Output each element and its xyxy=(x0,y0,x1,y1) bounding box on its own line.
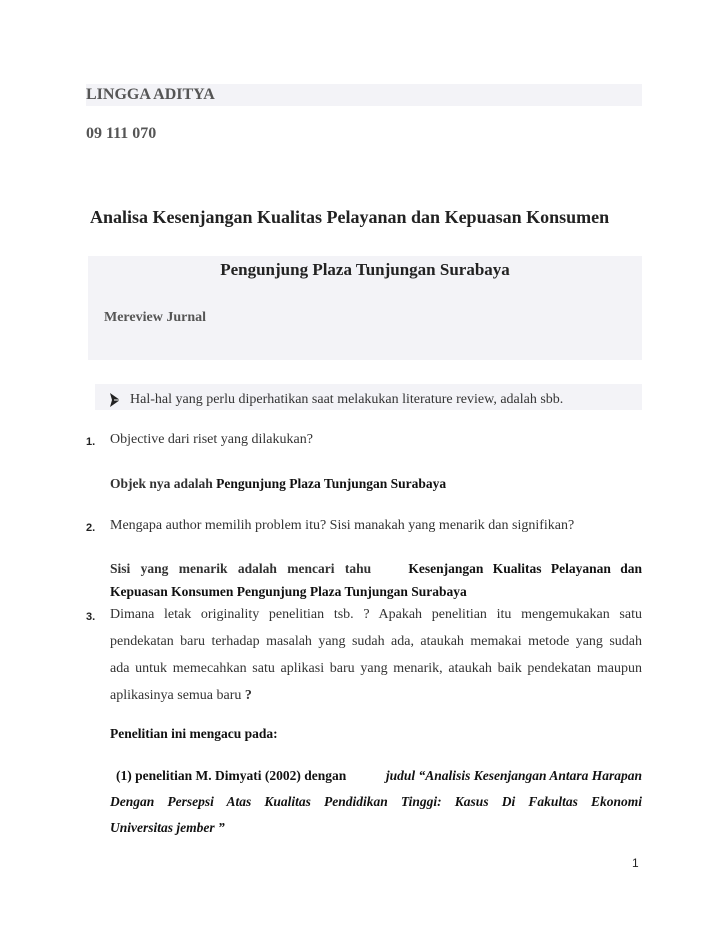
question3-last: aplikasinya semua baru xyxy=(110,688,242,703)
reference-line1-b: judul “Analisis Kesenjangan Antara Harapan xyxy=(385,768,642,783)
reference-line2: Dengan Persepsi Atas Kualitas Pendidikan Tinggi: Kasus Di Fakultas Ekonomi xyxy=(110,794,642,809)
answer-bold-1: Pengunjung Plaza Tunjungan Surabaya xyxy=(216,476,447,491)
answer2-line1-a: Sisi yang menarik adalah mencari tahu xyxy=(110,561,372,576)
item-question-3-line2: pendekatan baru terhadap masalah yang sudah ada, ataukah memakai metode yang sudah xyxy=(110,634,642,649)
reference-line3: Universitas jember ” xyxy=(110,820,225,835)
intro-bullet-text: Hal-hal yang perlu diperhatikan saat melakukan literature review, adalah sbb. xyxy=(130,392,564,407)
page-title: Analisa Kesenjangan Kualitas Pelayanan dan Kepuasan Konsumen xyxy=(90,207,610,227)
intro-bullet xyxy=(108,390,563,410)
item-question-3-line1: Dimana letak originality penelitian tsb. ? Apakah penelitian itu mengemukakan satu xyxy=(110,607,642,622)
question3-mark: ? xyxy=(244,688,252,703)
page-subtitle: Pengunjung Plaza Tunjungan Surabaya xyxy=(220,260,510,279)
author-name: LINGGA ADITYA xyxy=(86,86,215,103)
item-number-1: 1. xyxy=(86,436,96,448)
item-answer-2-line1 xyxy=(110,561,642,577)
answer2-line1-b: Kesenjangan Kualitas Pelayanan dan xyxy=(408,561,642,576)
student-id: 09 111 070 xyxy=(86,125,157,142)
reference-line1-a: (1) penelitian M. Dimyati (2002) dengan xyxy=(116,768,347,783)
answer-prefix-1: Objek nya adalah xyxy=(110,476,217,491)
section-label: Mereview Jurnal xyxy=(104,310,206,325)
reference-line1 xyxy=(116,768,642,784)
item-number-2: 2. xyxy=(86,522,96,534)
arrow-bullet-icon xyxy=(108,392,122,408)
item-question-1: Objective dari riset yang dilakukan? xyxy=(110,432,313,447)
item-question-3-line3: ada untuk memecahkan satu aplikasi baru yang menarik, ataukah baik pendekatan maupun xyxy=(110,661,642,676)
item-question-2: Mengapa author memilih problem itu? Sisi manakah yang menarik dan signifikan? xyxy=(110,518,575,533)
item-answer-3-heading: Penelitian ini mengacu pada: xyxy=(110,726,278,741)
item-number-3: 3. xyxy=(86,611,96,623)
item-answer-1 xyxy=(110,476,446,492)
page-number: 1 xyxy=(632,856,639,870)
item-answer-2-line2: Kepuasan Konsumen Pengunjung Plaza Tunjungan Surabaya xyxy=(110,584,467,599)
item-question-3-line4 xyxy=(110,688,252,704)
